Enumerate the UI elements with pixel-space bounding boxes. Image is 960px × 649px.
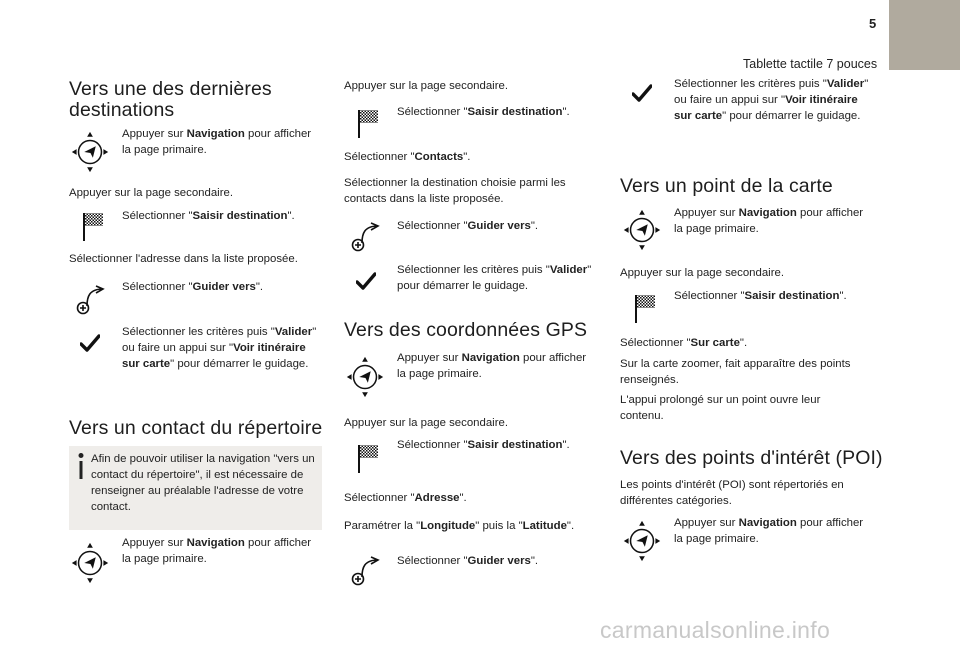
step-press-navigation: Appuyer sur Navigation pour afficher la page primaire. [122, 128, 312, 156]
step-press-navigation: Appuyer sur Navigation pour afficher la page primaire. [674, 517, 864, 545]
poi-description: Les points d'intérêt (POI) sont répertoriés en différentes catégories. [620, 479, 844, 507]
step-enter-destination: Sélectionner "Saisir destination". [122, 210, 295, 222]
info-note-text: Afin de pouvoir utiliser la navigation "vers un contact du répertoire", il est nécessaire de renseigner au préalable l'adresse de votre contact. [91, 453, 315, 513]
step-guide-to: Sélectionner "Guider vers". [122, 281, 264, 293]
navigation-icon [70, 130, 110, 174]
step-long-press: L'appui prolongé sur un point ouvre leur contenu. [620, 394, 821, 422]
guide-to-icon [75, 285, 105, 315]
step-press-navigation: Appuyer sur Navigation pour afficher la page primaire. [122, 537, 312, 565]
page-tab [889, 0, 960, 70]
step-validate-criteria: Sélectionner les critères puis "Valider" ou faire un appui sur "Voir itinéraire sur carte" pour démarrer le guidage. [674, 78, 869, 122]
heading-poi: Vers des points d'intérêt (POI) [620, 447, 883, 469]
step-secondary-page: Appuyer sur la page secondaire. [344, 80, 509, 92]
step-enter-destination: Sélectionner "Saisir destination". [674, 290, 847, 302]
destination-flag-icon [357, 444, 379, 474]
step-secondary-page: Appuyer sur la page secondaire. [620, 267, 785, 279]
destination-flag-icon [357, 109, 379, 139]
step-enter-destination: Sélectionner "Saisir destination". [397, 439, 570, 451]
guide-to-icon [350, 222, 380, 252]
heading-last-destinations: Vers une des dernières destinations [69, 78, 272, 121]
step-select-contact-destination: Sélectionner la destination choisie parmi les contacts dans la liste proposée. [344, 177, 566, 205]
check-icon [632, 84, 652, 102]
heading-gps: Vers des coordonnées GPS [344, 319, 588, 341]
step-select-address: Sélectionner l'adresse dans la liste proposée. [69, 253, 298, 265]
step-set-coordinates: Paramétrer la "Longitude" puis la "Latitude". [344, 520, 575, 532]
heading-map-point: Vers un point de la carte [620, 175, 833, 197]
page-number: 5 [869, 16, 877, 31]
step-secondary-page: Appuyer sur la page secondaire. [344, 417, 509, 429]
step-guide-to: Sélectionner "Guider vers". [397, 220, 539, 232]
step-press-navigation: Appuyer sur Navigation pour afficher la page primaire. [674, 207, 864, 235]
step-map-zoom: Sur la carte zoomer, fait apparaître des points renseignés. [620, 358, 851, 386]
step-secondary-page: Appuyer sur la page secondaire. [69, 187, 234, 199]
destination-flag-icon [634, 294, 656, 324]
step-press-navigation: Appuyer sur Navigation pour afficher la page primaire. [397, 352, 587, 380]
check-icon [80, 334, 100, 352]
step-select-on-map: Sélectionner "Sur carte". [620, 337, 748, 349]
running-head: Tablette tactile 7 pouces [743, 57, 878, 71]
watermark: carmanualsonline.info [600, 617, 831, 643]
check-icon [356, 272, 376, 290]
destination-flag-icon [82, 212, 104, 242]
navigation-icon [345, 355, 385, 399]
navigation-icon [622, 208, 662, 252]
info-note [69, 446, 322, 530]
step-select-address: Sélectionner "Adresse". [344, 492, 467, 504]
heading-contact: Vers un contact du répertoire [69, 417, 323, 439]
step-enter-destination: Sélectionner "Saisir destination". [397, 106, 570, 118]
step-validate-criteria: Sélectionner les critères puis "Valider" ou faire un appui sur "Voir itinéraire sur carte" pour démarrer le guidage. [122, 326, 317, 370]
navigation-icon [622, 519, 662, 563]
step-guide-to: Sélectionner "Guider vers". [397, 555, 539, 567]
step-validate-criteria: Sélectionner les critères puis "Valider" pour démarrer le guidage. [397, 264, 592, 292]
navigation-icon [70, 541, 110, 585]
step-select-contacts: Sélectionner "Contacts". [344, 151, 471, 163]
guide-to-icon [350, 556, 380, 586]
info-icon [74, 452, 88, 480]
